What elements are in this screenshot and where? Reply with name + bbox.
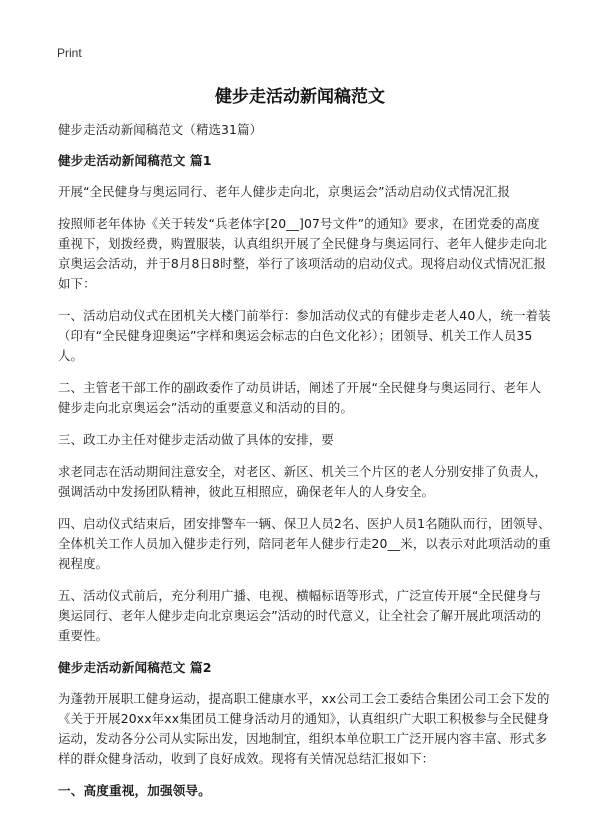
paragraph: 开展“全民健身与奥运同行、老年人健步走向北，京奥运会”活动启动仪式情况汇报 <box>58 184 511 199</box>
paragraph: 五、活动仪式前后，充分利用广播、电视、横幅标语等形式，广泛宣传开展“全民健身与奥运同行、老年人健步走向北京奥运会”活动的时代意义，让全社会了解开展此项活动的重要性。 <box>58 588 542 643</box>
paragraph: 为蓬勃开展职工健身运动，提高职工健康水平，xx公司工会工委结合集团公司工会下发的《关于开展20xx年xx集团员工健身活动月的通知》，认真组织广大职工积极参与全民健身运动，发动各分公司从实际出发，因地制宜，组织本单位职工广泛开展内容丰富、形式多样的群众健身活动，收到了良好成效。现将有关情况总结汇报如下： <box>58 691 550 766</box>
document-subtitle: 健步走活动新闻稿范文（精选31篇） <box>58 122 263 137</box>
paragraph: 按照师老年体协《关于转发“兵老体字[20__]07号文件”的通知》要求，在团党委的高度重视下，划拨经费，购置服装，认真组织开展了全民健身与奥运同行、老年人健步走向北京奥运会活动，并于8月8日8时整，举行了该项活动的启动仪式。现将启动仪式情况汇报如下： <box>58 216 548 291</box>
section-subheading: 一、高度重视，加强领导。 <box>58 783 211 798</box>
paragraph: 求老同志在活动期间注意安全，对老区、新区、机关三个片区的老人分别安排了负责人，强调活动中发扬团队精神，彼此互相照应，确保老年人的人身安全。 <box>58 464 548 499</box>
section-heading: 健步走活动新闻稿范文 篇1 <box>58 153 212 168</box>
section-heading: 健步走活动新闻稿范文 篇2 <box>58 660 212 675</box>
document-body <box>58 120 551 801</box>
print-link[interactable]: Print <box>57 46 82 60</box>
paragraph: 一、活动启动仪式在团机关大楼门前举行：参加活动仪式的有健步走老人40人，统一着装（印有“全民健身迎奥运”字样和奥运会标志的白色文化衫）；团领导、机关工作人员35人。 <box>58 308 551 363</box>
paragraph: 三、政工办主任对健步走活动做了具体的安排，要 <box>58 432 334 447</box>
paragraph: 二、主管老干部工作的副政委作了动员讲话，阐述了开展“全民健身与奥运同行、老年人健步走向北京奥运会”活动的重要意义和活动的目的。 <box>58 380 542 415</box>
paragraph: 四、启动仪式结束后，团安排警车一辆、保卫人员2名、医护人员1名随队而行，团领导、全体机关工作人员加入健步走行列，陪同老年人健步行走20__米，以表示对此项活动的重视程度。 <box>58 516 551 571</box>
document-title: 健步走活动新闻稿范文 <box>215 87 385 107</box>
